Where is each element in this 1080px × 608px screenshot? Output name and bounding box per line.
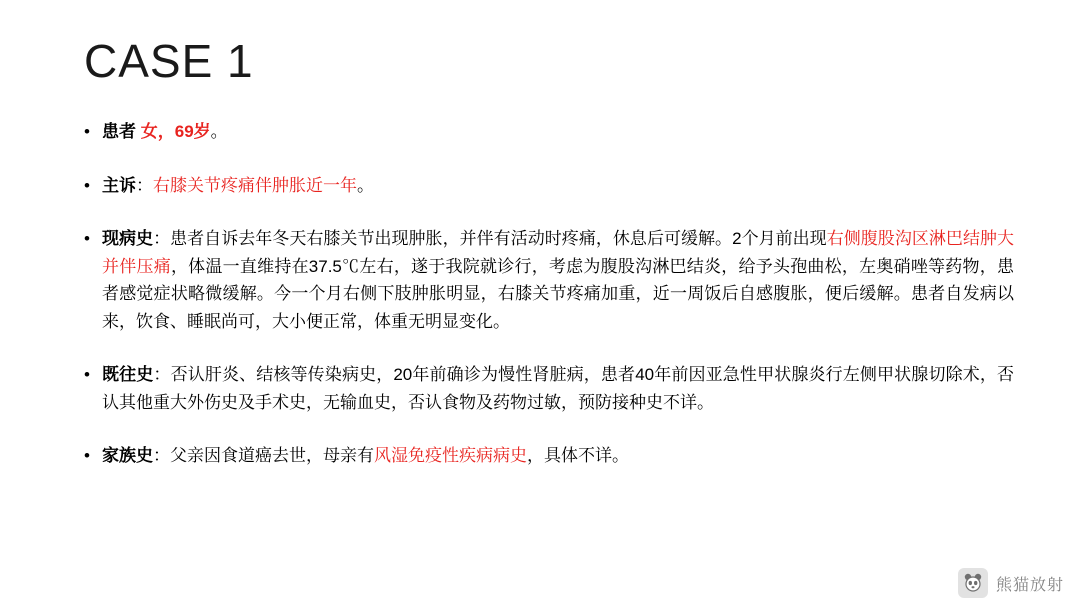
bullet-patient xyxy=(84,118,1014,146)
patient-segment: 女，69岁 xyxy=(140,122,211,141)
chief-complaint-label: 主诉 xyxy=(102,175,136,195)
family-history-label: 家族史 xyxy=(102,446,153,466)
patient-segment: 。 xyxy=(210,122,228,141)
chief-complaint-segment: 。 xyxy=(357,175,374,195)
past-history-label: 既往史 xyxy=(102,365,154,385)
chief-complaint-separator: ： xyxy=(136,175,153,195)
bullet-family-history xyxy=(84,442,1014,470)
present-illness-separator: ： xyxy=(153,229,171,249)
present-illness-segment: 右侧腹股沟区淋巴结肿大并伴压痛 xyxy=(102,229,1015,276)
bullet-marker: • xyxy=(84,175,90,195)
past-history-text xyxy=(102,361,1014,416)
bullet-marker: • xyxy=(84,122,90,141)
watermark-label: 熊猫放射 xyxy=(995,576,1064,594)
chief-complaint-segment: 右膝关节疼痛伴肿胀近一年 xyxy=(153,175,357,195)
family-history-segment: ，具体不详。 xyxy=(527,446,629,466)
bullet-marker: • xyxy=(84,446,90,466)
present-illness-label: 现病史 xyxy=(102,229,154,249)
patient-text xyxy=(102,118,1014,146)
bullet-chief-complaint xyxy=(84,172,1014,200)
present-illness-text xyxy=(102,225,1014,335)
family-history-separator: ： xyxy=(153,446,170,466)
bullet-present-illness xyxy=(84,225,1014,335)
present-illness-segment: ，体温一直维持在37.5℃左右，遂于我院就诊行，考虑为腹股沟淋巴结炎，给予头孢曲松，左奥硝唑等药物，患者感觉症状略微缓解。今一个月右侧下肢肿胀明显，右膝关节疼痛加重，近一周饭后自感腹胀，便后缓解。患者自发病以来，饮食、睡眠尚可，大小便正常，体重无明显变化。 xyxy=(102,256,1014,331)
chief-complaint-text xyxy=(102,172,1014,200)
panda-avatar-icon xyxy=(958,568,988,598)
family-history-text xyxy=(102,442,1014,470)
family-history-segment: 父亲因食道癌去世，母亲有 xyxy=(170,446,374,466)
slide-body xyxy=(84,118,1014,470)
bullet-marker: • xyxy=(84,229,90,249)
watermark xyxy=(958,568,1064,598)
bullet-past-history xyxy=(84,361,1014,416)
present-illness-segment: 患者自诉去年冬天右膝关节出现肿胀，并伴有活动时疼痛，休息后可缓解。2个月前出现 xyxy=(170,229,827,249)
patient-label: 患者 xyxy=(102,122,136,141)
page-title: CASE 1 xyxy=(84,35,254,87)
bullet-marker: • xyxy=(84,365,90,385)
past-history-separator: ： xyxy=(153,365,171,385)
past-history-segment: 否认肝炎、结核等传染病史，20年前确诊为慢性肾脏病，患者40年前因亚急性甲状腺炎行左侧甲状腺切除术，否认其他重大外伤史及手术史，无输血史，否认食物及药物过敏，预防接种史不详。 xyxy=(102,365,1014,412)
family-history-segment: 风湿免疫性疾病病史 xyxy=(374,446,527,466)
